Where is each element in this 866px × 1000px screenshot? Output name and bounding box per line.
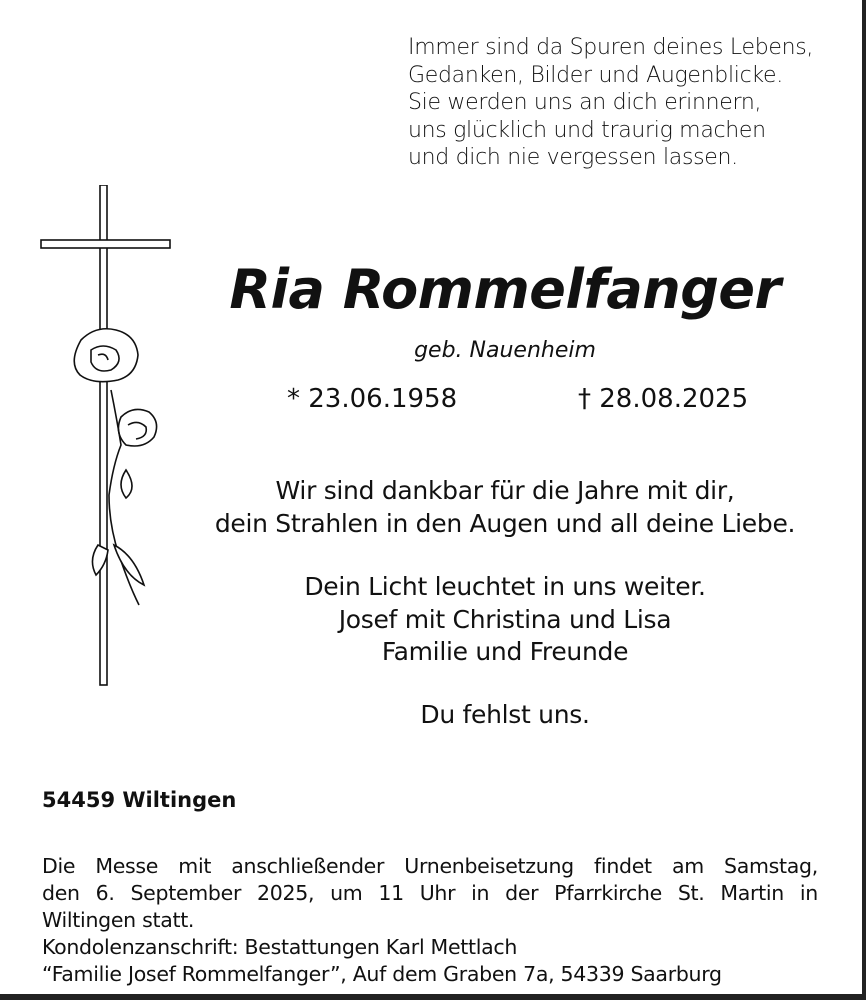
thanks-line: Wir sind dankbar für die Jahre mit dir, [275, 476, 735, 505]
poem-line: und dich nie vergessen lassen. [408, 145, 738, 170]
service-details [42, 853, 818, 988]
mourners-line: Familie und Freunde [381, 637, 629, 666]
details-line: den 6. September 2025, um 11 Uhr in der Pfarrkirche St. Martin in [42, 881, 818, 905]
closing-text: Du fehlst uns. [420, 700, 590, 729]
mourners-line: Josef mit Christina und Lisa [338, 604, 672, 634]
mourners-text [150, 571, 860, 669]
thanks-text [150, 475, 860, 540]
poem-line: Gedanken, Bilder und Augenblicke. [408, 62, 783, 88]
poem [408, 34, 813, 172]
poem-line: uns glücklich und traurig machen [408, 117, 766, 143]
poem-line: Immer sind da Spuren deines Lebens, [408, 35, 814, 60]
maiden-name: geb. Nauenheim [414, 338, 596, 363]
thanks-line: dein Strahlen in den Augen und all deine Liebe. [214, 508, 796, 538]
deceased-name: Ria Rommelfanger [229, 258, 781, 321]
birth-date: * 23.06.1958 [287, 384, 458, 414]
mourners-line: Dein Licht leuchtet in uns weiter. [304, 572, 706, 601]
location: 54459 Wiltingen [42, 788, 237, 812]
details-line: Kondolenzanschrift: Bestattungen Karl Mettlach [42, 935, 518, 959]
details-line: “Familie Josef Rommelfanger”, Auf dem Graben 7a, 54339 Saarburg [42, 962, 722, 986]
details-line: Wiltingen statt. [42, 908, 195, 932]
poem-line: Sie werden uns an dich erinnern, [408, 90, 762, 115]
details-line: Die Messe mit anschließender Urnenbeisetzung findet am Samstag, [42, 854, 818, 878]
death-date: † 28.08.2025 [578, 384, 749, 414]
